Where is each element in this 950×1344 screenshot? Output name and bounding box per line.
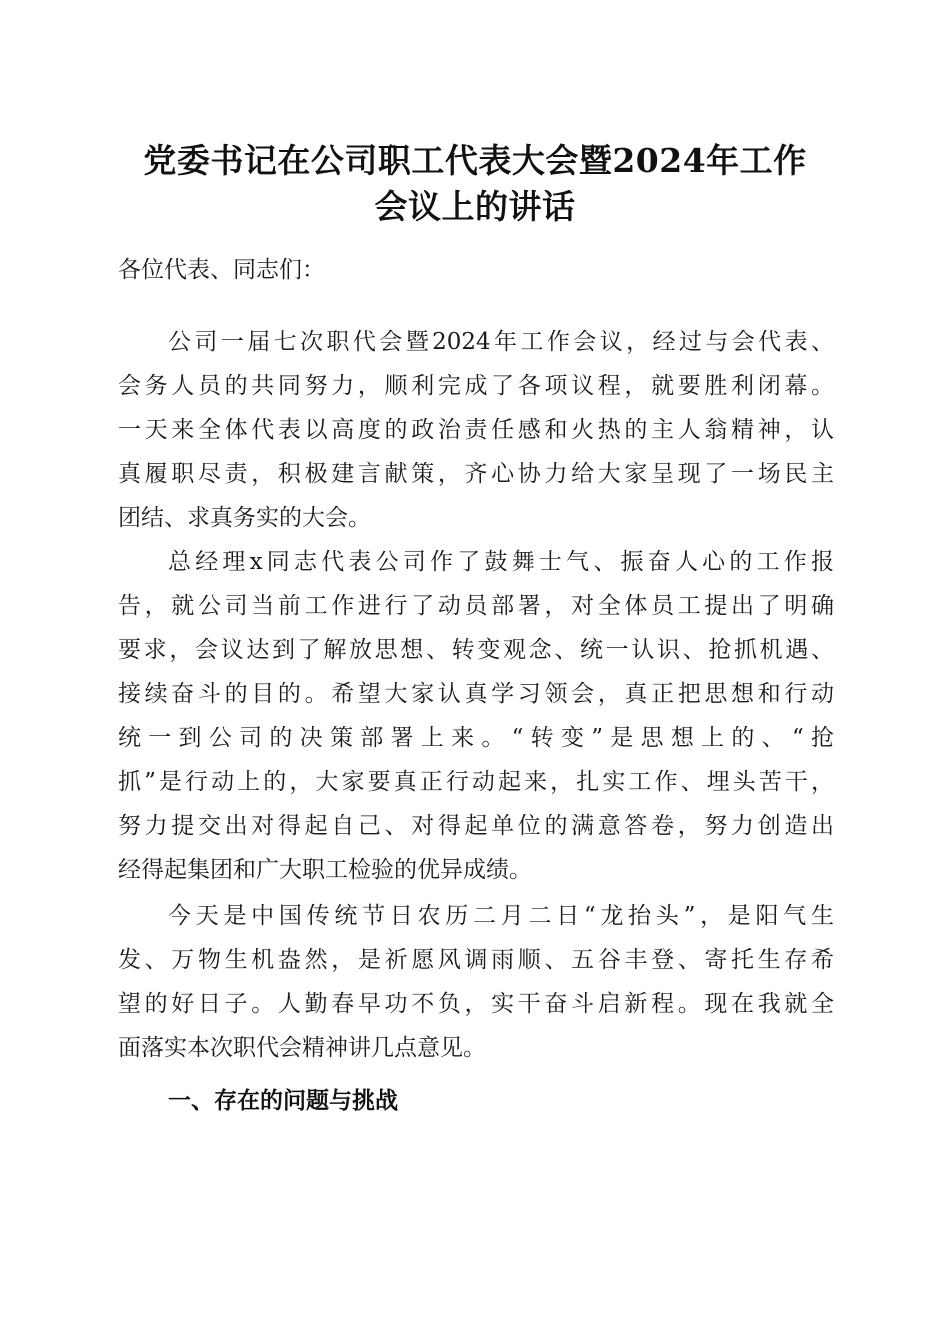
paragraph-3-line-3: 望的好日子。人勤春早功不负，实干奋斗启新程。现在我就全 <box>118 991 834 1017</box>
paragraph-3-line-1: 今天是中国传统节日农历二月二日“龙抬头”，是阳气生 <box>168 903 834 929</box>
paragraph-2-line-4: 接续奋斗的目的。希望大家认真学习领会，真正把思想和行动 <box>118 681 834 707</box>
salutation: 各位代表、同志们： <box>118 257 325 283</box>
paragraph-2-line-6: 抓”是行动上的，大家要真正行动起来，扎实工作、埋头苦干， <box>118 769 834 795</box>
paragraph-3-line-2: 发、万物生机盎然，是祈愿风调雨顺、五谷丰登、寄托生存希 <box>118 947 834 973</box>
paragraph-1-line-4: 真履职尽责，积极建言献策，齐心协力给大家呈现了一场民主 <box>118 461 834 487</box>
paragraph-1-line-5: 团结、求真务实的大会。 <box>118 505 371 531</box>
paragraph-1-line-1: 公司一届七次职代会暨2024年工作会议，经过与会代表、 <box>168 329 834 355</box>
paragraph-2-line-8: 经得起集团和广大职工检验的优异成绩。 <box>118 857 532 883</box>
paragraph-2-line-7: 努力提交出对得起自己、对得起单位的满意答卷，努力创造出 <box>118 813 834 839</box>
paragraph-2-line-2: 告，就公司当前工作进行了动员部署，对全体员工提出了明确 <box>118 593 834 619</box>
section-heading: 一、存在的问题与挑战 <box>168 1088 398 1114</box>
paragraph-3-line-4: 面落实本次职代会精神讲几点意见。 <box>118 1035 486 1061</box>
paragraph-2-line-5: 统一到公司的决策部署上来。“转变”是思想上的、“抢 <box>118 725 834 751</box>
paragraph-1-line-3: 一天来全体代表以高度的政治责任感和火热的主人翁精神，认 <box>118 417 834 443</box>
document-title-line-2: 会议上的讲话 <box>374 187 576 226</box>
paragraph-1-line-2: 会务人员的共同努力，顺利完成了各项议程，就要胜利闭幕。 <box>118 373 834 399</box>
paragraph-2-line-1: 总经理x同志代表公司作了鼓舞士气、振奋人心的工作报 <box>168 549 834 575</box>
document-title-line-1: 党委书记在公司职工代表大会暨2024年工作 <box>143 141 807 180</box>
paragraph-2-line-3: 要求，会议达到了解放思想、转变观念、统一认识、抢抓机遇、 <box>118 637 834 663</box>
